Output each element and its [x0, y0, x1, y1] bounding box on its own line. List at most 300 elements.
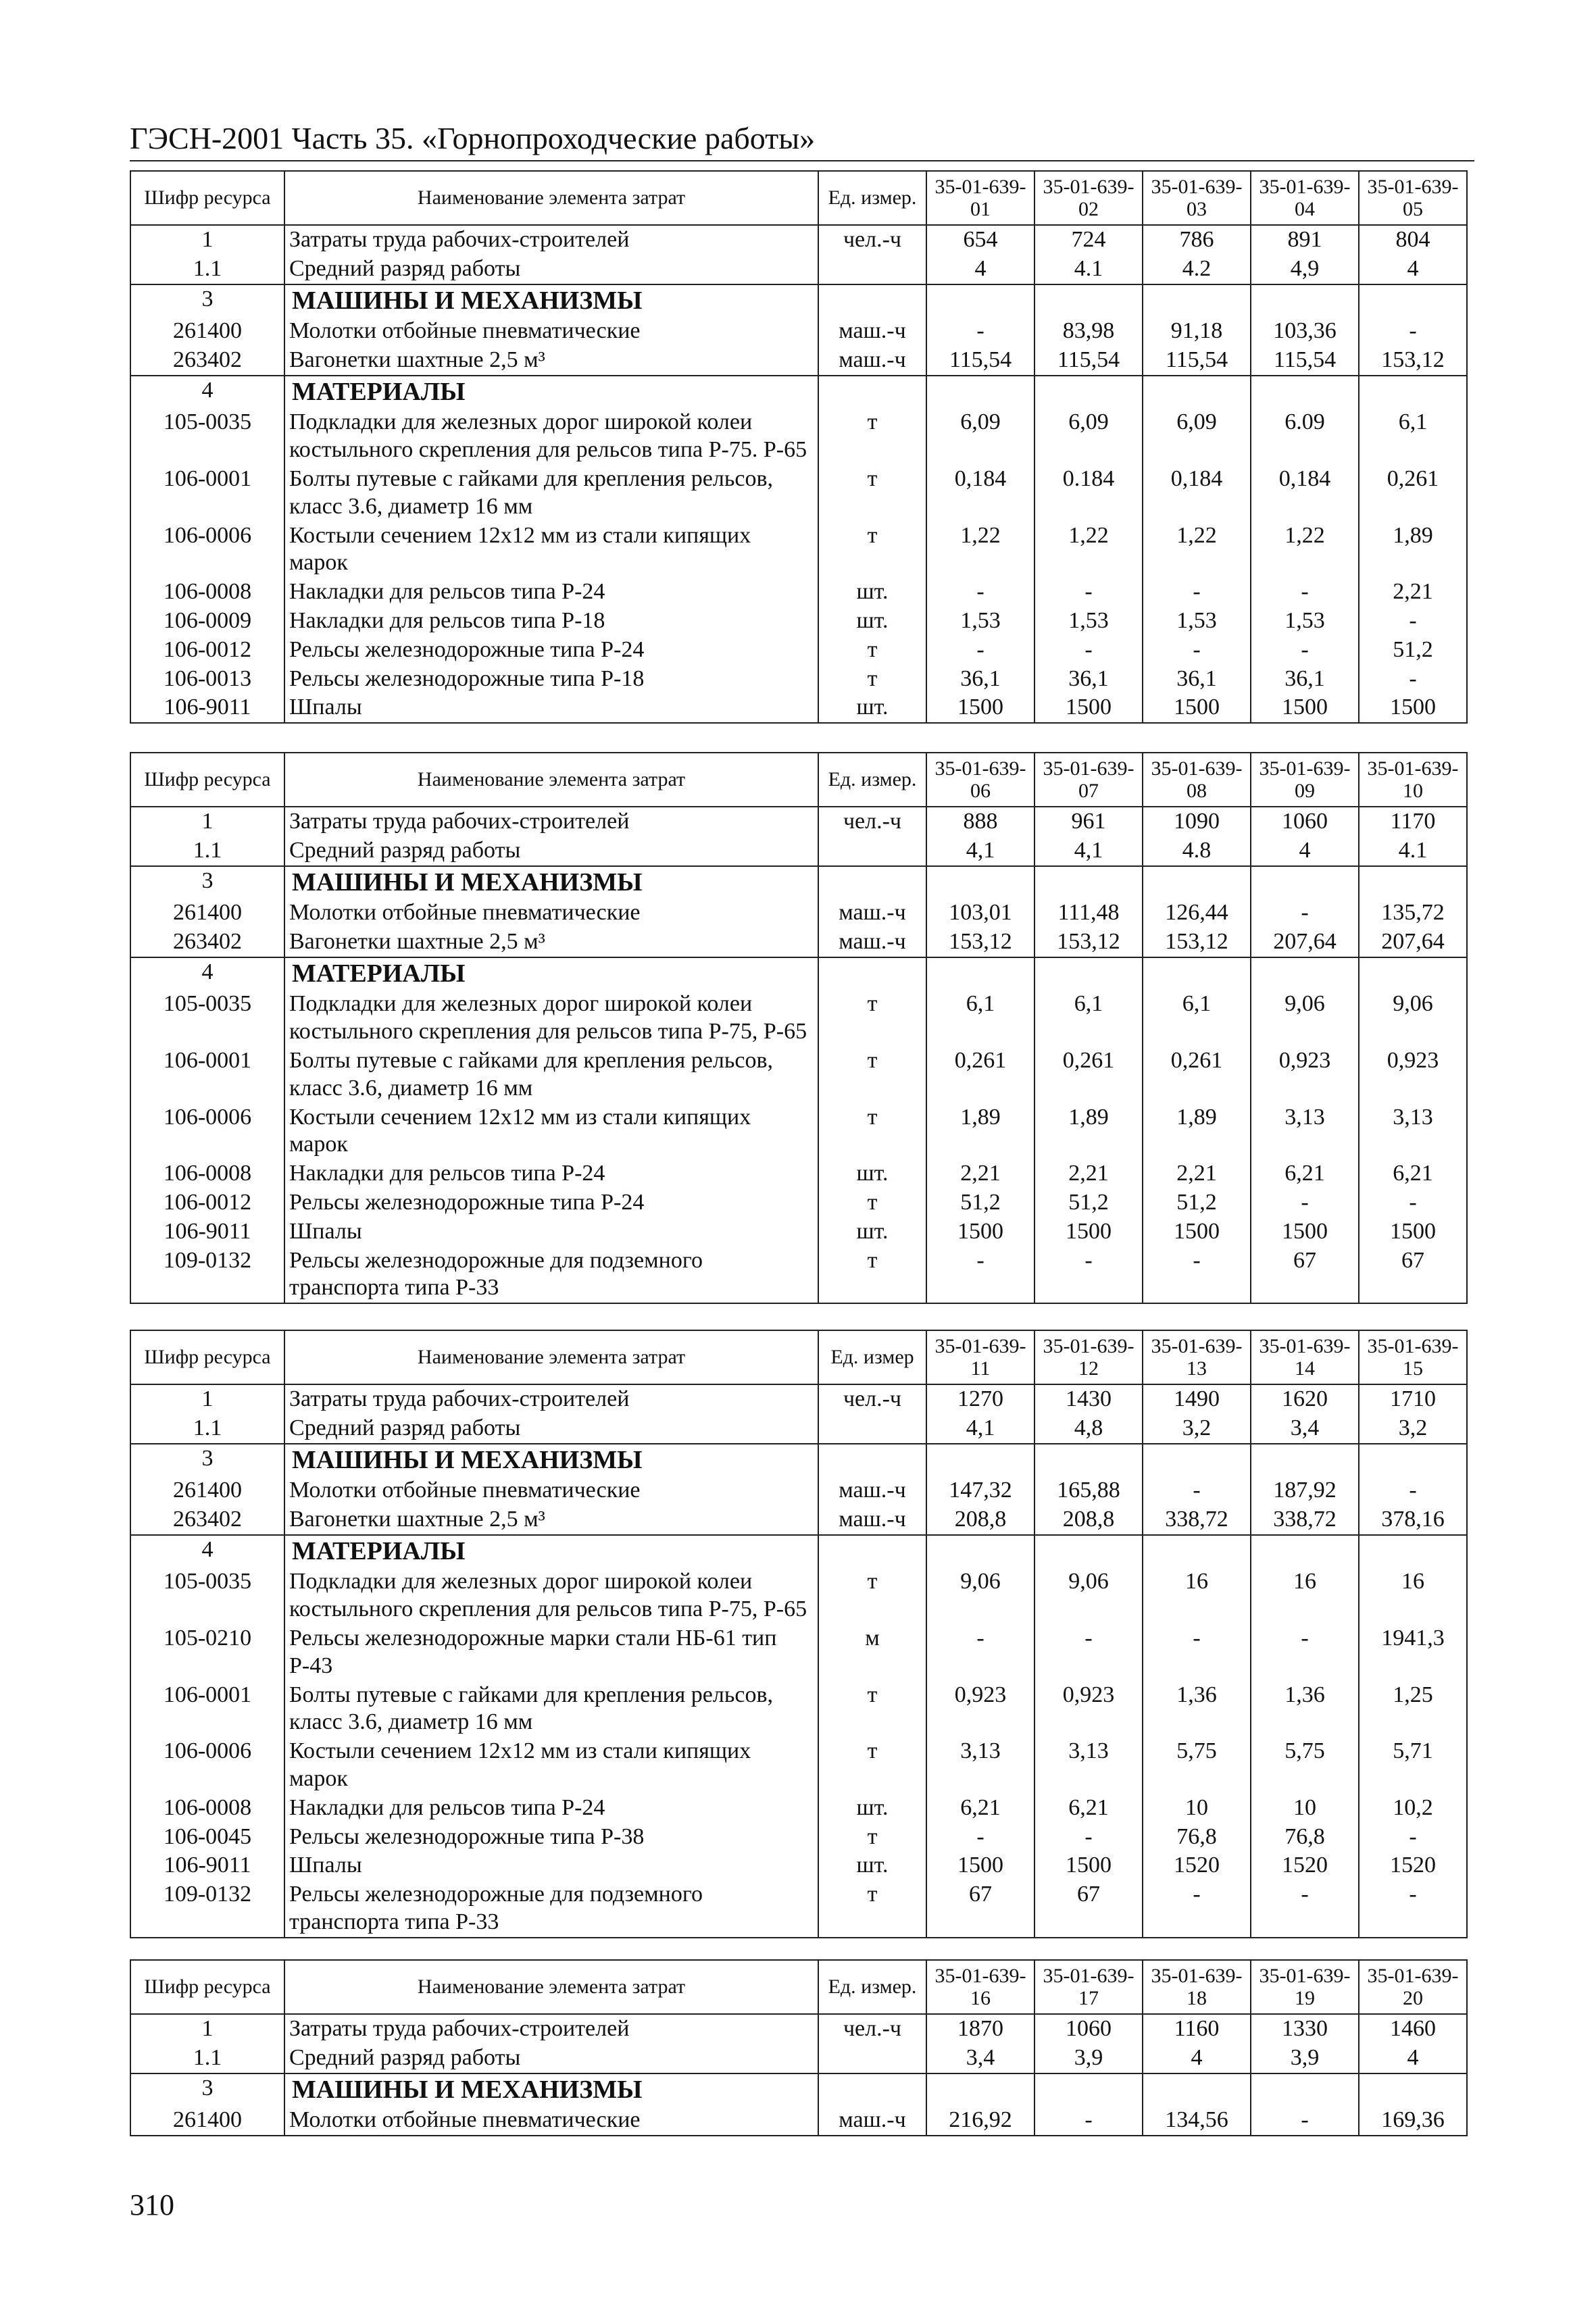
header-rate-code: 35-01-639-15: [1359, 1330, 1467, 1384]
resource-table-block: [130, 1330, 1468, 1938]
resource-name: Накладки для рельсов типа Р-24: [284, 1794, 818, 1823]
resource-value: 724: [1034, 225, 1143, 255]
resource-unit: [818, 1535, 926, 1568]
resource-value: 1500: [926, 1851, 1034, 1880]
header-rate-code: 35-01-639-13: [1143, 1330, 1251, 1384]
resource-value: [1251, 1535, 1359, 1568]
resource-name: Костыли сечением 12х12 мм из стали кипящих марок: [284, 1737, 818, 1794]
table-row: [130, 2106, 1467, 2136]
resource-value: [1251, 376, 1359, 409]
resource-unit: т: [818, 636, 926, 665]
resource-value: 1500: [1359, 1217, 1467, 1247]
header-rate-code: 35-01-639-12: [1034, 1330, 1143, 1384]
resource-value: [1359, 2073, 1467, 2107]
table-row: [130, 1476, 1467, 1505]
resource-value: 0,184: [926, 465, 1034, 522]
resource-value: 1490: [1143, 1384, 1251, 1414]
resource-value: [1034, 376, 1143, 409]
resource-value: [1034, 284, 1143, 318]
resource-name: Шпалы: [284, 693, 818, 723]
resource-name: Шпалы: [284, 1217, 818, 1247]
resource-value: [1359, 284, 1467, 318]
resource-value: 1160: [1143, 2014, 1251, 2044]
resource-name: Молотки отбойные пневматические: [284, 1476, 818, 1505]
resource-value: -: [1251, 1624, 1359, 1681]
table-row: [130, 665, 1467, 694]
resource-value: 36,1: [926, 665, 1034, 694]
resource-value: 5,75: [1251, 1737, 1359, 1794]
resource-value: -: [1034, 578, 1143, 607]
resource-value: 51,2: [1034, 1188, 1143, 1217]
table-row: [130, 1681, 1467, 1738]
resource-value: 16: [1359, 1567, 1467, 1624]
resource-value: 76,8: [1251, 1823, 1359, 1852]
resource-value: 0,923: [1034, 1681, 1143, 1738]
table-row: [130, 1247, 1467, 1304]
table-header-row: [130, 1330, 1467, 1384]
resource-value: 1,89: [1143, 1103, 1251, 1160]
resource-name: Подкладки для железных дорог широкой колеи костыльного скрепления для рельсов типа Р-75, Р-65: [284, 1567, 818, 1624]
resource-code: 3: [130, 284, 284, 318]
resource-name: МАШИНЫ И МЕХАНИЗМЫ: [284, 2073, 818, 2107]
resource-unit: чел.-ч: [818, 225, 926, 255]
resource-value: [1359, 866, 1467, 899]
resource-name: Болты путевые с гайками для крепления рельсов, класс 3.6, диаметр 16 мм: [284, 1681, 818, 1738]
resource-name: Шпалы: [284, 1851, 818, 1880]
resource-value: 6,21: [926, 1794, 1034, 1823]
resource-value: 16: [1143, 1567, 1251, 1624]
resource-code: 106-0006: [130, 1737, 284, 1794]
table-header-row: [130, 1960, 1467, 2014]
resource-code: 1.1: [130, 836, 284, 866]
header-unit: Ед. измер: [818, 1330, 926, 1384]
resource-value: 76,8: [1143, 1823, 1251, 1852]
resource-name: Затраты труда рабочих-строителей: [284, 2014, 818, 2044]
resource-unit: [818, 2044, 926, 2073]
resource-value: 6,09: [926, 408, 1034, 465]
table-row: [130, 578, 1467, 607]
resource-value: 1500: [926, 1217, 1034, 1247]
resource-code: 106-0008: [130, 1159, 284, 1188]
resource-unit: т: [818, 1247, 926, 1304]
resource-value: 4: [1359, 2044, 1467, 2073]
resource-value: 10: [1143, 1794, 1251, 1823]
resource-value: 4,9: [1251, 255, 1359, 284]
resource-value: -: [1034, 636, 1143, 665]
resource-value: 36,1: [1034, 665, 1143, 694]
resource-value: 2,21: [1034, 1159, 1143, 1188]
resource-code: 1: [130, 2014, 284, 2044]
resource-value: 4.1: [1034, 255, 1143, 284]
resource-value: 103,01: [926, 899, 1034, 928]
resource-value: [1143, 284, 1251, 318]
resource-value: -: [1143, 1247, 1251, 1304]
page-number: 310: [130, 2188, 174, 2221]
resource-value: -: [1359, 607, 1467, 636]
table-row: [130, 1103, 1467, 1160]
resource-unit: [818, 1414, 926, 1444]
resource-code: 106-0045: [130, 1823, 284, 1852]
table-row: [130, 346, 1467, 376]
resource-value: [1251, 1444, 1359, 1477]
resource-value: 1,53: [1034, 607, 1143, 636]
resource-value: [1143, 1444, 1251, 1477]
resource-value: 1,22: [1034, 522, 1143, 578]
resource-name: МАТЕРИАЛЫ: [284, 957, 818, 990]
resource-code: 106-9011: [130, 1217, 284, 1247]
resource-value: -: [1143, 578, 1251, 607]
resource-code: 1: [130, 1384, 284, 1414]
resource-value: -: [1143, 1476, 1251, 1505]
resource-value: 6,21: [1359, 1159, 1467, 1188]
resource-name: Костыли сечением 12х12 мм из стали кипящих марок: [284, 1103, 818, 1160]
resource-value: 786: [1143, 225, 1251, 255]
resource-value: 83,98: [1034, 317, 1143, 346]
resource-unit: шт.: [818, 1851, 926, 1880]
resource-value: 1520: [1143, 1851, 1251, 1880]
resource-value: 1090: [1143, 807, 1251, 836]
resource-value: 1500: [1034, 1217, 1143, 1247]
resource-value: 1,53: [1143, 607, 1251, 636]
resource-code: 4: [130, 957, 284, 990]
resource-value: 4: [1251, 836, 1359, 866]
resource-code: 109-0132: [130, 1880, 284, 1938]
table-row: [130, 1217, 1467, 1247]
resource-name: МАШИНЫ И МЕХАНИЗМЫ: [284, 284, 818, 318]
resource-code: 263402: [130, 1505, 284, 1535]
resource-value: -: [1034, 1247, 1143, 1304]
resource-value: 6,09: [1143, 408, 1251, 465]
resource-name: МАШИНЫ И МЕХАНИЗМЫ: [284, 1444, 818, 1477]
resource-value: 378,16: [1359, 1505, 1467, 1535]
resource-value: 3,4: [926, 2044, 1034, 2073]
resource-value: 1500: [1359, 693, 1467, 723]
header-rate-code: 35-01-639-09: [1251, 753, 1359, 807]
resource-unit: т: [818, 1823, 926, 1852]
resource-value: 1,89: [1034, 1103, 1143, 1160]
resource-unit: чел.-ч: [818, 1384, 926, 1414]
resource-value: 4,1: [926, 1414, 1034, 1444]
resource-value: [1359, 957, 1467, 990]
resource-name: МАТЕРИАЛЫ: [284, 1535, 818, 1568]
resource-value: 1170: [1359, 807, 1467, 836]
resource-value: 4: [926, 255, 1034, 284]
resource-value: 6,21: [1251, 1159, 1359, 1188]
resource-value: 2,21: [1359, 578, 1467, 607]
resource-table: [130, 752, 1468, 1304]
resource-code: 1.1: [130, 255, 284, 284]
resource-value: 36,1: [1251, 665, 1359, 694]
resource-value: 3,9: [1251, 2044, 1359, 2073]
resource-value: 126,44: [1143, 899, 1251, 928]
header-rate-code: 35-01-639-02: [1034, 171, 1143, 225]
resource-value: [926, 284, 1034, 318]
resource-code: 1: [130, 225, 284, 255]
resource-value: 103,36: [1251, 317, 1359, 346]
resource-name: Затраты труда рабочих-строителей: [284, 1384, 818, 1414]
resource-value: 4: [1143, 2044, 1251, 2073]
resource-value: 1270: [926, 1384, 1034, 1414]
resource-unit: маш.-ч: [818, 928, 926, 957]
resource-unit: т: [818, 465, 926, 522]
header-rate-code: 35-01-639-03: [1143, 171, 1251, 225]
resource-value: [1143, 376, 1251, 409]
table-row: [130, 317, 1467, 346]
resource-code: 106-0013: [130, 665, 284, 694]
resource-unit: т: [818, 1681, 926, 1738]
resource-value: 67: [1251, 1247, 1359, 1304]
resource-unit: [818, 284, 926, 318]
header-name: Наименование элемента затрат: [284, 753, 818, 807]
table-row: [130, 1624, 1467, 1681]
table-row: [130, 1047, 1467, 1103]
resource-value: 1500: [1143, 1217, 1251, 1247]
table-row: [130, 1188, 1467, 1217]
resource-value: -: [1359, 1476, 1467, 1505]
resource-value: 1,36: [1251, 1681, 1359, 1738]
resource-code: 1.1: [130, 2044, 284, 2073]
resource-value: 51,2: [1143, 1188, 1251, 1217]
resource-value: 5,75: [1143, 1737, 1251, 1794]
resource-name: Средний разряд работы: [284, 836, 818, 866]
resource-value: 153,12: [1143, 928, 1251, 957]
resource-value: 1,25: [1359, 1681, 1467, 1738]
resource-value: -: [1251, 899, 1359, 928]
resource-unit: [818, 836, 926, 866]
resource-unit: т: [818, 1567, 926, 1624]
page-header: ГЭСН-2001 Часть 35. «Горнопроходческие работы»: [130, 120, 1474, 161]
resource-name: Средний разряд работы: [284, 1414, 818, 1444]
resource-value: [1034, 957, 1143, 990]
resource-value: 6,1: [1359, 408, 1467, 465]
resource-value: 1,53: [1251, 607, 1359, 636]
resource-value: 208,8: [1034, 1505, 1143, 1535]
resource-value: 9,06: [926, 1567, 1034, 1624]
resource-value: 1060: [1251, 807, 1359, 836]
table-row: [130, 465, 1467, 522]
resource-code: 106-0008: [130, 1794, 284, 1823]
resource-value: [1251, 2073, 1359, 2107]
header-code: Шифр ресурса: [130, 753, 284, 807]
resource-value: -: [1251, 1880, 1359, 1938]
resource-code: 3: [130, 2073, 284, 2107]
table-row: [130, 1794, 1467, 1823]
resource-value: 1,36: [1143, 1681, 1251, 1738]
resource-value: 153,12: [1034, 928, 1143, 957]
resource-name: Подкладки для железных дорог широкой колеи костыльного скрепления для рельсов типа Р-75, Р-65: [284, 990, 818, 1047]
resource-value: -: [926, 636, 1034, 665]
resource-unit: чел.-ч: [818, 2014, 926, 2044]
resource-value: 10,2: [1359, 1794, 1467, 1823]
resource-value: 1870: [926, 2014, 1034, 2044]
resource-value: 1620: [1251, 1384, 1359, 1414]
resource-value: 135,72: [1359, 899, 1467, 928]
resource-value: [1034, 2073, 1143, 2107]
resource-value: 67: [1359, 1247, 1467, 1304]
resource-value: 36,1: [1143, 665, 1251, 694]
resource-code: 1.1: [130, 1414, 284, 1444]
resource-value: 115,54: [1251, 346, 1359, 376]
header-rate-code: 35-01-639-11: [926, 1330, 1034, 1384]
resource-unit: маш.-ч: [818, 899, 926, 928]
resource-unit: т: [818, 522, 926, 578]
table-row: [130, 636, 1467, 665]
resource-unit: шт.: [818, 607, 926, 636]
resource-code: 106-0001: [130, 1047, 284, 1103]
resource-value: 6,21: [1034, 1794, 1143, 1823]
resource-value: 4.2: [1143, 255, 1251, 284]
resource-value: 4.8: [1143, 836, 1251, 866]
resource-value: -: [1143, 1624, 1251, 1681]
section-row: [130, 2073, 1467, 2107]
resource-value: 187,92: [1251, 1476, 1359, 1505]
resource-value: [1359, 1535, 1467, 1568]
header-rate-code: 35-01-639-05: [1359, 171, 1467, 225]
resource-value: 1500: [1251, 693, 1359, 723]
resource-value: -: [926, 1624, 1034, 1681]
resource-value: 51,2: [926, 1188, 1034, 1217]
resource-code: 263402: [130, 928, 284, 957]
resource-value: 891: [1251, 225, 1359, 255]
resource-name: Рельсы железнодорожные типа Р-18: [284, 665, 818, 694]
resource-value: 0,261: [926, 1047, 1034, 1103]
table-row: [130, 1414, 1467, 1444]
resource-unit: [818, 1444, 926, 1477]
resource-value: [926, 376, 1034, 409]
resource-value: 654: [926, 225, 1034, 255]
resource-value: 0,184: [1143, 465, 1251, 522]
resource-value: 0,261: [1034, 1047, 1143, 1103]
resource-value: 207,64: [1359, 928, 1467, 957]
resource-unit: т: [818, 1880, 926, 1938]
section-row: [130, 1444, 1467, 1477]
header-name: Наименование элемента затрат: [284, 1960, 818, 2014]
resource-unit: шт.: [818, 693, 926, 723]
resource-value: 115,54: [926, 346, 1034, 376]
resource-value: 4,1: [926, 836, 1034, 866]
resource-code: 105-0035: [130, 1567, 284, 1624]
resource-code: 263402: [130, 346, 284, 376]
resource-value: -: [1143, 1880, 1251, 1938]
resource-value: 2,21: [926, 1159, 1034, 1188]
table-row: [130, 255, 1467, 284]
resource-name: Средний разряд работы: [284, 255, 818, 284]
table-row: [130, 1505, 1467, 1535]
resource-code: 4: [130, 1535, 284, 1568]
resource-unit: шт.: [818, 1159, 926, 1188]
resource-value: 0.184: [1034, 465, 1143, 522]
resource-code: 106-0012: [130, 1188, 284, 1217]
resource-unit: [818, 255, 926, 284]
resource-value: 0,923: [1359, 1047, 1467, 1103]
table-row: [130, 807, 1467, 836]
resource-value: 3,13: [1359, 1103, 1467, 1160]
resource-code: 261400: [130, 2106, 284, 2136]
resource-name: Вагонетки шахтные 2,5 м³: [284, 346, 818, 376]
resource-name: Болты путевые с гайками для крепления рельсов, класс 3.6, диаметр 16 мм: [284, 465, 818, 522]
resource-value: [1359, 376, 1467, 409]
resource-value: 67: [1034, 1880, 1143, 1938]
resource-code: 261400: [130, 899, 284, 928]
table-header-row: [130, 753, 1467, 807]
section-row: [130, 1535, 1467, 1568]
resource-unit: шт.: [818, 1794, 926, 1823]
resource-value: 0,923: [1251, 1047, 1359, 1103]
resource-value: -: [1251, 636, 1359, 665]
resource-unit: маш.-ч: [818, 1476, 926, 1505]
resource-value: 1,22: [1251, 522, 1359, 578]
table-row: [130, 1384, 1467, 1414]
header-unit: Ед. измер.: [818, 1960, 926, 2014]
resource-unit: т: [818, 1737, 926, 1794]
resource-value: 0,261: [1359, 465, 1467, 522]
header-rate-code: 35-01-639-17: [1034, 1960, 1143, 2014]
resource-name: Молотки отбойные пневматические: [284, 317, 818, 346]
table-row: [130, 1567, 1467, 1624]
resource-value: 51,2: [1359, 636, 1467, 665]
resource-value: 3,2: [1359, 1414, 1467, 1444]
resource-unit: т: [818, 1103, 926, 1160]
table-row: [130, 225, 1467, 255]
resource-name: Молотки отбойные пневматические: [284, 2106, 818, 2136]
resource-table: [130, 1330, 1468, 1938]
resource-value: [926, 957, 1034, 990]
resource-value: -: [1359, 1823, 1467, 1852]
resource-name: Рельсы железнодорожные типа Р-38: [284, 1823, 818, 1852]
resource-value: -: [1034, 1823, 1143, 1852]
resource-value: [1143, 957, 1251, 990]
resource-value: -: [926, 578, 1034, 607]
resource-unit: маш.-ч: [818, 317, 926, 346]
resource-name: Рельсы железнодорожные для подземного транспорта типа Р-33: [284, 1880, 818, 1938]
resource-value: [1359, 1444, 1467, 1477]
resource-value: 67: [926, 1880, 1034, 1938]
resource-value: 3,13: [1034, 1737, 1143, 1794]
resource-value: 1330: [1251, 2014, 1359, 2044]
header-rate-code: 35-01-639-08: [1143, 753, 1251, 807]
resource-value: 6,1: [926, 990, 1034, 1047]
resource-value: 0,261: [1143, 1047, 1251, 1103]
resource-value: [1251, 284, 1359, 318]
resource-value: [1143, 866, 1251, 899]
resource-value: 6,1: [1143, 990, 1251, 1047]
resource-name: Вагонетки шахтные 2,5 м³: [284, 1505, 818, 1535]
resource-value: [926, 2073, 1034, 2107]
resource-unit: маш.-ч: [818, 2106, 926, 2136]
resource-value: [1143, 1535, 1251, 1568]
resource-value: 111,48: [1034, 899, 1143, 928]
resource-value: [926, 1535, 1034, 1568]
resource-value: -: [1034, 2106, 1143, 2136]
resource-name: Затраты труда рабочих-строителей: [284, 225, 818, 255]
resource-value: 10: [1251, 1794, 1359, 1823]
header-name: Наименование элемента затрат: [284, 171, 818, 225]
resource-unit: [818, 376, 926, 409]
table-row: [130, 1737, 1467, 1794]
resource-code: 106-0012: [130, 636, 284, 665]
resource-value: [1251, 866, 1359, 899]
resource-unit: м: [818, 1624, 926, 1681]
resource-name: Накладки для рельсов типа Р-18: [284, 607, 818, 636]
resource-code: 105-0210: [130, 1624, 284, 1681]
resource-value: -: [1359, 1188, 1467, 1217]
resource-name: Затраты труда рабочих-строителей: [284, 807, 818, 836]
table-row: [130, 990, 1467, 1047]
resource-value: 1500: [1143, 693, 1251, 723]
header-rate-code: 35-01-639-10: [1359, 753, 1467, 807]
resource-name: Рельсы железнодорожные типа Р-24: [284, 1188, 818, 1217]
resource-value: 1,22: [1143, 522, 1251, 578]
